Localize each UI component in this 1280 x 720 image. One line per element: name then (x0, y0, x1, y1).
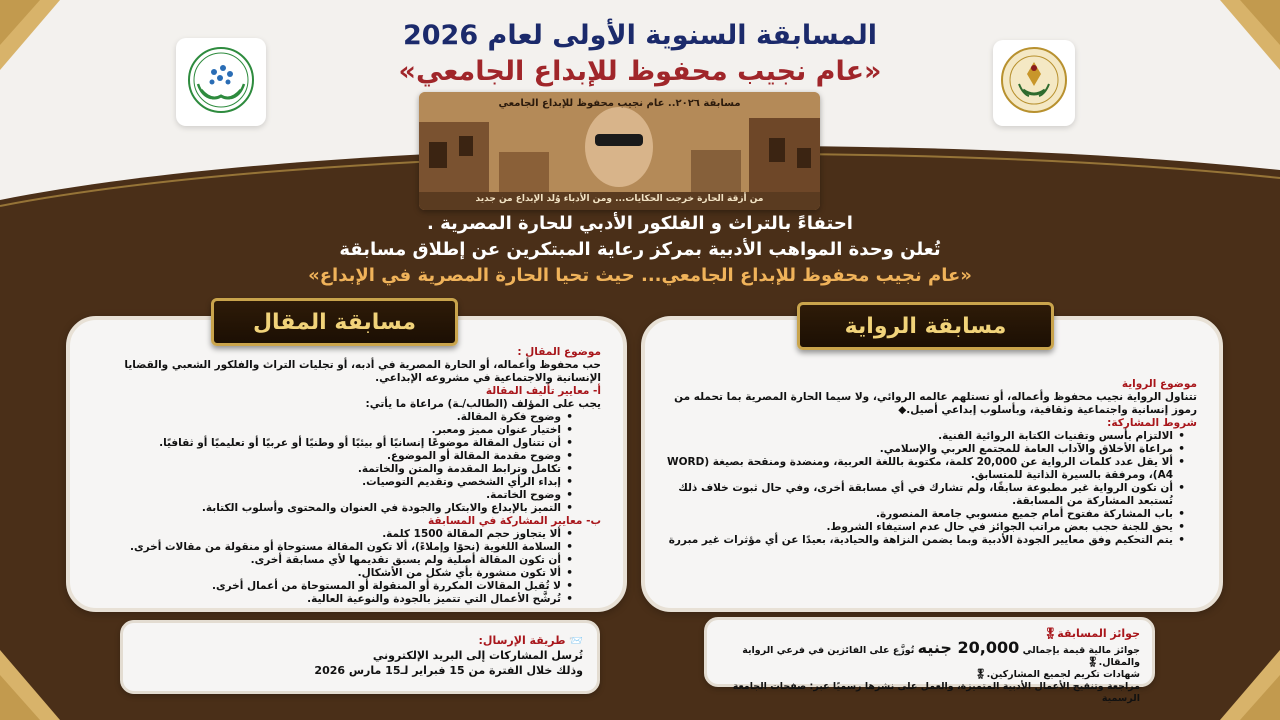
prize-amount: 20,000 جنيه (917, 638, 1020, 657)
announcement-line-2: تُعلن وحدة المواهب الأدبية بمركز رعاية المبتكرين عن إطلاق مسابقة (339, 239, 941, 260)
novel-competition-panel (641, 316, 1223, 612)
essay-criteria-intro: يجب على المؤلف (الطالب/ـة) مراعاة ما يأتي: (365, 398, 601, 410)
novel-panel-body (657, 378, 1197, 547)
list-item: • تكامل وترابط المقدمة والمتن والخاتمة. (81, 463, 573, 476)
submission-period: وذلك خلال الفترة من 15 فبراير لـ15 مارس 2026 (314, 664, 583, 677)
prizes-line-1-pre: جوائز مالية قيمة بإجمالي (1022, 645, 1140, 656)
essay-participation-list (81, 528, 601, 606)
list-item: • أن تكون المقالة أصلية ولم يسبق تقديمها لأي مسابقة أخرى. (81, 554, 573, 567)
list-item: • يحق للجنة حجب بعض مراتب الجوائز في حال عدم استيفاء الشروط. (657, 521, 1185, 534)
essay-panel-body (81, 346, 601, 606)
submission-method-line-1: تُرسل المشاركات إلى البريد الإلكتروني (372, 649, 583, 662)
essay-criteria-title: أ- معايير تأليف المقالة (485, 385, 601, 397)
hero-caption-top: مسابقة ٢٠٢٦.. عام نجيب محفوظ للإبداع الجامعي (498, 98, 741, 109)
list-item: • تُرشَّح الأعمال التي تتميز بالجودة والنوعية العالية. (81, 593, 573, 606)
novel-conditions-title: شروط المشاركة: (1107, 417, 1197, 429)
list-item: • وضوح الخاتمة. (81, 489, 573, 502)
novel-topic-text: تتناول الرواية نجيب محفوظ وأعماله، أو تستلهم عالمه الروائي، ولا سيما الحارة المصرية بما تحمله من رموز إنسانية واجتماعية وثقافية، وبأسلوب إبداعي أصيل.◆ (674, 391, 1197, 416)
list-item: • التميز بالإبداع والابتكار والجودة في العنوان والمحتوى وأسلوب الكتابة. (81, 502, 573, 515)
prizes-line-1-post: تُوزَّع على الفائزين في فرعي الرواية والمقال.🎖 (742, 645, 1140, 668)
list-item: • أن تتناول المقالة موضوعًا إنسانيًا أو بيئيًا أو وطنيًا أو عربيًا أو تعليميًا أو ثقافيًا. (81, 437, 573, 450)
corner-ornament-bottom-left (0, 630, 70, 720)
list-item: • ألا يتجاوز حجم المقالة 1500 كلمة. (81, 528, 573, 541)
helping-hands-logo-icon (176, 38, 266, 126)
prizes-title: جوائز المسابقة🎖 (1043, 627, 1140, 640)
mansoura-university-logo (993, 40, 1075, 126)
list-item: • ألا تكون منشورة بأي شكل من الأشكال. (81, 567, 573, 580)
submission-method-title: 📨 طريقة الإرسال: (478, 634, 583, 647)
prizes-line-2: شهادات تكريم لجميع المشاركين.🎖 (974, 669, 1140, 680)
list-item: • لا تُقبل المقالات المكررة أو المنقولة أو المستوحاة من أعمال أخرى. (81, 580, 573, 593)
essay-competition-label: مسابقة المقال (211, 298, 458, 346)
prizes-line-3: مراجعة وتنقيح الأعمال الأدبية المتميزة، والعمل على نشرها رسميًا عبر: صفحات الجامعة الرسمية (732, 681, 1140, 704)
list-item: • يتم التحكيم وفق معايير الجودة الأدبية وبما يضمن النزاهة والحيادية، بعيدًا عن أي مؤثرات غير مبررة (657, 534, 1185, 547)
helping-hands-logo (176, 38, 266, 126)
list-item: • إبداء الرأي الشخصي وتقديم التوصيات. (81, 476, 573, 489)
list-item: • أن تكون الرواية غير مطبوعة سابقًا، ولم تشارك في أي مسابقة أخرى، وفي حال ثبوت خلاف ذلك تُستبعد المشاركة من المسابقة. (657, 482, 1185, 508)
list-item: • اختيار عنوان مميز ومعبر. (81, 424, 573, 437)
list-item: • السلامة اللغوية (نحوًا وإملاءً)، ألا تكون المقالة مستوحاة أو منقولة من مقالات أخرى. (81, 541, 573, 554)
list-item: • وضوح مقدمة المقالة أو الموضوع. (81, 450, 573, 463)
essay-competition-panel (66, 316, 627, 612)
old-street-illustration (419, 92, 820, 210)
submission-method-card (120, 620, 600, 694)
essay-participation-title: ب- معايير المشاركة في المسابقة (428, 515, 601, 527)
novel-competition-label: مسابقة الرواية (797, 302, 1054, 350)
page-subtitle: «عام نجيب محفوظ للإبداع الجامعي» (398, 56, 882, 87)
prizes-card (704, 617, 1155, 704)
list-item: • الالتزام بأسس وتقنيات الكتابة الروائية الفنية. (657, 430, 1185, 443)
list-item: • وضوح فكرة المقالة. (81, 411, 573, 424)
announcement-line-1: احتفاءً بالتراث و الفلكور الأدبي للحارة المصرية . (427, 213, 853, 234)
essay-criteria-list (81, 411, 601, 515)
mansoura-university-logo-icon (993, 40, 1075, 126)
list-item: • ألا يقل عدد كلمات الرواية عن 20,000 كلمة، مكتوبة باللغة العربية، ومنضدة ومنقحة بصيغة (WORD A4)، ومرفقة بالسيرة الذاتية للمتسابق. (657, 456, 1185, 482)
hero-image (419, 92, 820, 210)
novel-topic-title: موضوع الرواية (1121, 378, 1197, 390)
novel-conditions-list (657, 430, 1197, 547)
essay-topic-text: حب محفوظ وأعماله، أو الحارة المصرية في أدبه، أو تجليات التراث والفلكور الشعبي والقضايا الإنسانية والاجتماعية في مشروعه الإبداعي. (124, 359, 601, 384)
announcement-line-3: «عام نجيب محفوظ للإبداع الجامعي... حيث تحيا الحارة المصرية في الإبداع» (308, 265, 972, 286)
hero-caption-bottom: من أزقة الحارة خرجت الحكايات... ومن الأدباء وُلد الإبداع من جديد (475, 194, 764, 204)
prizes-line-1 (719, 638, 1140, 669)
page-title: المسابقة السنوية الأولى لعام 2026 (402, 20, 878, 51)
list-item: • مراعاة الأخلاق والآداب العامة للمجتمع العربي والإسلامي. (657, 443, 1185, 456)
corner-ornament-bottom-right (1210, 630, 1280, 720)
list-item: • باب المشاركة مفتوح أمام جميع منسوبي جامعة المنصورة. (657, 508, 1185, 521)
essay-topic-title: موضوع المقال : (517, 346, 601, 358)
